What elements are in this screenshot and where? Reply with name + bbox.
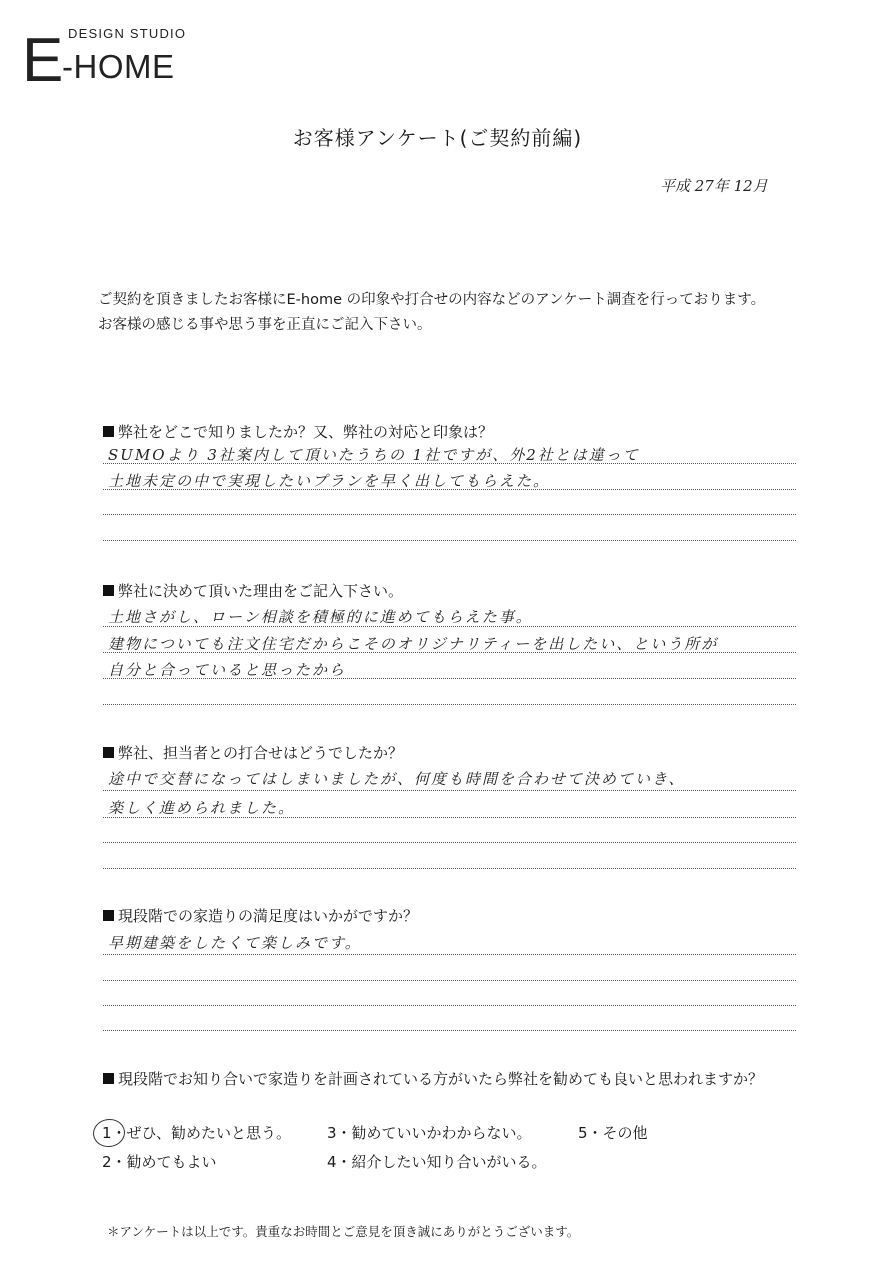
answer-rule [103, 704, 796, 705]
answer-4-line-1: 早期建築をしたくて楽しみです。 [108, 934, 362, 952]
question-2-label: 弊社に決めて頂いた理由をご記入下さい。 [103, 580, 403, 601]
bullet-square-icon [103, 910, 114, 921]
company-logo [22, 22, 212, 95]
option-1[interactable]: 1・ぜひ、勧めたいと思う。 [102, 1124, 291, 1142]
logo-letter-e: E [22, 26, 62, 95]
handwritten-date: 平成 27年 12月 [660, 177, 768, 195]
intro-line: お客様の感じる事や思う事を正直にご記入下さい。 [98, 317, 432, 333]
answer-rule [103, 514, 796, 515]
answer-rule [103, 626, 796, 627]
recommend-question-label: 現段階でお知り合いで家造りを計画されている方がいたら弊社を勧めても良いと思われますか？ [103, 1068, 763, 1089]
answer-rule [103, 980, 796, 981]
answer-rule [103, 954, 796, 955]
option-3[interactable]: 3・勧めていいかわからない。 [327, 1124, 532, 1142]
bullet-square-icon [103, 1073, 114, 1084]
question-1-label: 弊社をどこで知りましたか？又、弊社の対応と印象は？ [103, 421, 493, 442]
answer-rule [103, 540, 796, 541]
answer-1-line-2: 土地未定の中で実現したいプランを早く出してもらえた。 [108, 472, 551, 490]
answer-2-line-1: 土地さがし、ローン相談を積極的に進めてもらえた事。 [108, 608, 533, 626]
answer-1-line-1: SUMOより 3社案内して頂いたうちの 1社ですが、外2社とは違って [108, 446, 640, 464]
footer-note: ＊アンケートは以上です。貴重なお時間とご意見を頂き誠にありがとうございます。 [107, 1224, 580, 1239]
option-2[interactable]: 2・勧めてもよい [102, 1153, 217, 1171]
bullet-square-icon [103, 585, 114, 596]
option-4[interactable]: 4・紹介したい知り合いがいる。 [327, 1153, 547, 1171]
answer-rule [103, 842, 796, 843]
answer-2-line-3: 自分と合っていると思ったから [108, 661, 347, 679]
bullet-square-icon [103, 747, 114, 758]
answer-3-line-1: 途中で交替になってはしまいましたが、何度も時間を合わせて決めていき、 [108, 770, 686, 788]
answer-2-line-2: 建物についても注文住宅だからこそのオリジナリティーを出したい、という所が [108, 635, 719, 653]
answer-rule [103, 1030, 796, 1031]
answer-rule [103, 1005, 796, 1006]
logo-home: -HOME [62, 48, 175, 85]
page-title: お客様アンケート(ご契約前編) [292, 126, 583, 150]
answer-rule [103, 817, 796, 818]
question-4-label: 現段階での家造りの満足度はいかがですか？ [103, 905, 418, 926]
answer-rule [103, 678, 796, 679]
answer-rule [103, 463, 796, 464]
answer-rule [103, 489, 796, 490]
answer-rule [103, 790, 796, 791]
answer-rule [103, 652, 796, 653]
bullet-square-icon [103, 426, 114, 437]
intro-text [98, 288, 765, 338]
logo-design-studio: DESIGN STUDIO [68, 26, 187, 41]
answer-3-line-2: 楽しく進められました。 [108, 799, 296, 817]
option-5[interactable]: 5・その他 [578, 1124, 648, 1142]
question-3-label: 弊社、担当者との打合せはどうでしたか？ [103, 742, 403, 763]
intro-line: ご契約を頂きましたお客様にE-home の印象や打合せの内容などのアンケート調査を行っております。 [98, 292, 766, 308]
answer-rule [103, 868, 796, 869]
